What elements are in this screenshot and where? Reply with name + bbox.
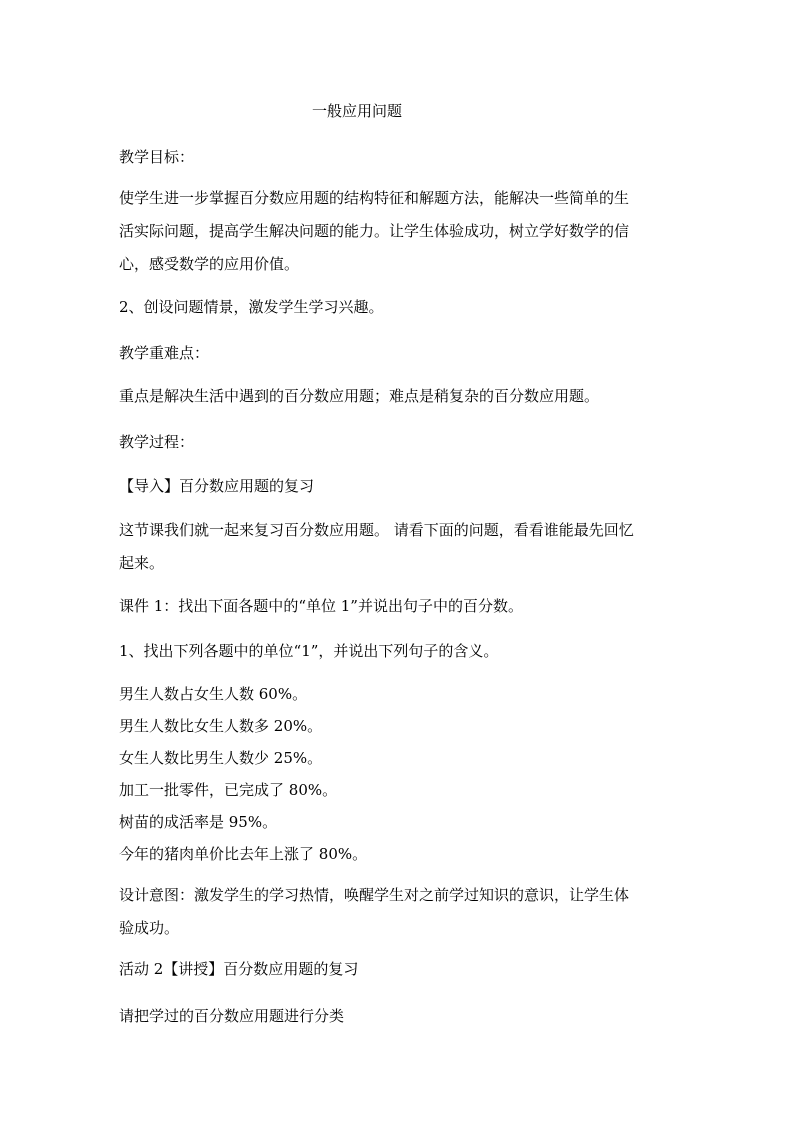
design-intent-line-2: 验成功。 [119,919,180,937]
list-item: 树苗的成活率是 95%。 [119,813,278,831]
intro-line-1: 这节课我们就一起来复习百分数应用题。 请看下面的问题，看看谁能最先回忆 [119,521,634,539]
list-item: 男生人数比女生人数多 20%。 [119,717,323,735]
goal-point-2: 2、创设问题情景，激发学生学习兴趣。 [119,298,384,316]
exercise-1: 1、找出下列各题中的单位“1”，并说出下列句子的含义。 [119,642,499,660]
process-heading: 教学过程： [119,433,195,451]
sentence-list [119,684,367,876]
design-intent-line-1: 设计意图：激发学生的学习热情，唤醒学生对之前学过知识的意识，让学生体 [119,886,630,904]
activity-2-heading: 活动 2【讲授】百分数应用题的复习 [119,960,359,978]
list-item: 男生人数占女生人数 60%。 [119,685,308,703]
document-title: 一般应用问题 [312,102,403,120]
courseware-1: 课件 1：找出下面各题中的“单位 1”并说出句子中的百分数。 [119,597,523,615]
intro-line-2: 起来。 [119,554,165,572]
difficulty-paragraph: 重点是解决生活中遇到的百分数应用题；难点是稍复杂的百分数应用题。 [119,387,600,405]
classify-paragraph: 请把学过的百分数应用题进行分类 [119,1007,345,1025]
goal-paragraph [119,182,679,281]
design-intent-paragraph [119,879,679,945]
goal-line-2: 活实际问题，提高学生解决问题的能力。让学生体验成功，树立学好数学的信 [119,222,630,240]
list-item: 加工一批零件，已完成了 80%。 [119,781,338,799]
list-item: 今年的猪肉单价比去年上涨了 80%。 [119,845,368,863]
intro-paragraph [119,514,679,580]
goal-line-3: 心，感受数学的应用价值。 [119,255,300,273]
list-item: 女生人数比男生人数少 25%。 [119,749,323,767]
goal-line-1: 使学生进一步掌握百分数应用题的结构特征和解题方法，能解决一些简单的生 [119,189,630,207]
difficulty-heading: 教学重难点： [119,344,210,362]
goal-heading: 教学目标： [119,148,195,166]
intro-heading: 【导入】百分数应用题的复习 [119,477,315,495]
